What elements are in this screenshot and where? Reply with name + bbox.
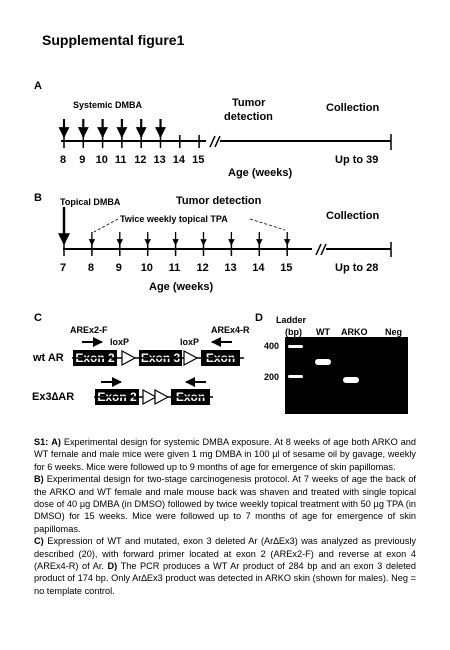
tpa-label: Twice weekly topical TPA xyxy=(120,214,228,224)
ladder-unit-label: (bp) xyxy=(285,327,302,337)
panel-a-end-tick: Up to 39 xyxy=(335,154,379,166)
panel-a-tick-label-9: 9 xyxy=(79,154,86,166)
panel-b-tick-label-13: 13 xyxy=(224,262,237,274)
ex3-ar-label: Ex3∆AR xyxy=(32,391,75,403)
ladder-label: Ladder xyxy=(276,315,307,325)
caption-c-letter: C) xyxy=(34,536,44,547)
panel-b-tick-label-7: 7 xyxy=(60,262,67,274)
break-mark-a-2 xyxy=(215,136,220,147)
loxp-triangle-4 xyxy=(155,390,168,404)
tumor-label-line1: Tumor xyxy=(232,97,266,109)
collection-label-a: Collection xyxy=(326,102,380,114)
wt-exon2: Exon 2 xyxy=(73,350,117,366)
panel-a-dmba-arrows xyxy=(64,119,161,137)
marker-400-label: 400 xyxy=(264,341,280,351)
marker-200-label: 200 xyxy=(264,372,280,382)
panel-c-schematic xyxy=(72,342,244,404)
panel-b-tick-label-12: 12 xyxy=(196,262,209,274)
systemic-dmba-label: Systemic DMBA xyxy=(73,100,143,110)
panel-b-end-tick: Up to 28 xyxy=(335,262,379,274)
topical-dmba-label: Topical DMBA xyxy=(60,197,121,207)
panel-b-tpa-arrows xyxy=(92,232,287,245)
caption-a-text: Experimental design for systemic DMBA exposure. At 8 weeks of age both ARKO and WT female and male mice were given 1 mg DMBA in 100 µl of sesame oil by gavage, weekly for 6 weeks. Mice were followed up to 9 months of age for emergence of skin papillomas. xyxy=(34,437,416,472)
panel-b-tick-label-10: 10 xyxy=(140,262,153,274)
panel-b-tick-label-9: 9 xyxy=(115,262,122,274)
caption-b-letter: B) xyxy=(34,474,44,485)
loxp-triangle-3 xyxy=(143,390,156,404)
panel-d-letter: D xyxy=(255,312,263,324)
panel-b-tick-label-14: 14 xyxy=(252,262,265,274)
panel-b-letter: B xyxy=(34,192,42,204)
wt-exon3: Exon 3 xyxy=(140,351,181,365)
wt-exon4: Exon 4 xyxy=(201,350,240,366)
collection-label-b: Collection xyxy=(326,210,380,222)
panel-a-timeline xyxy=(61,136,391,147)
panel-b-timeline xyxy=(63,207,391,257)
loxp-triangle-2 xyxy=(184,351,197,365)
lane-neg-label: Neg xyxy=(385,327,403,337)
panel-b-axis-label: Age (weeks) xyxy=(149,281,214,293)
caption-d-letter: D) xyxy=(107,561,118,572)
panel-b-tick-label-8: 8 xyxy=(87,262,95,274)
break-mark-b-2 xyxy=(321,244,326,255)
panel-a-tick-label-10: 10 xyxy=(95,154,108,166)
primer-f-label: AREx2-F xyxy=(70,325,108,335)
caption-a-letter: A) xyxy=(51,437,61,447)
tpa-dashed-left xyxy=(94,219,118,232)
caption-c-text: Expression of WT and mutated, exon 3 deleted Ar (Ar∆Ex3) was analyzed as previously described (20), with forward primer located at exon 2 (AREx2-F) and reverse at exon 4 (AREx4-R) of Ar. xyxy=(34,536,416,572)
panel-a-tick-label-15: 15 xyxy=(192,154,205,166)
panel-a-tick-label-12: 12 xyxy=(134,154,147,166)
ex3-exon2: Exon 2 xyxy=(95,389,139,405)
tumor-label-line2: detection xyxy=(224,111,273,123)
loxp-triangle-1 xyxy=(122,351,135,365)
panel-a-letter: A xyxy=(34,80,42,92)
panel-a-tick-label-14: 14 xyxy=(172,154,186,166)
loxp-label-1: loxP xyxy=(110,337,130,347)
tpa-dashed-right xyxy=(250,219,285,230)
figure-caption xyxy=(34,436,416,597)
lane-wt-label: WT xyxy=(316,327,330,337)
tumor-detection-label-b: Tumor detection xyxy=(176,195,262,207)
panel-c-letter: C xyxy=(34,312,42,324)
panel-a-tick-label-11: 11 xyxy=(114,154,127,166)
caption-s1: S1: xyxy=(34,437,49,447)
primer-r-label: AREx4-R xyxy=(211,325,250,335)
panel-b-tick-label-11: 11 xyxy=(168,262,181,274)
panel-a-tick-label-13: 13 xyxy=(153,154,166,166)
loxp-label-2: loxP xyxy=(180,337,200,347)
panel-b-tick-label-15: 15 xyxy=(280,262,293,274)
lane-arko-label: ARKO xyxy=(341,327,368,337)
figure-title: Supplemental figure1 xyxy=(42,32,185,48)
caption-d-text: The PCR produces a WT Ar product of 284 bp and an exon 3 deleted product of 174 bp. Only Ar∆Ex3 product was detected in ARKO skin (shown for males). Neg = no template control. xyxy=(34,561,416,596)
break-mark-a-1 xyxy=(210,136,215,147)
wt-ar-label: wt AR xyxy=(33,352,64,364)
ex3-exon4: Exon 4 xyxy=(171,389,210,405)
break-mark-b-1 xyxy=(316,244,321,255)
panel-a-tick-label-8: 8 xyxy=(60,154,67,166)
caption-b-text: Experimental design for two-stage carcinogenesis protocol. At 7 weeks of age the back of the ARKO and WT female and male mouse back was shaven and treated with single topical dose of 40 µg DMBA (in DMSO) followed by twice weekly topical treatment with 50 µg TPA (in DMSO) for 15 weeks. Mice were followed up to 7 months of age for emergence of skin papillomas. xyxy=(34,474,416,534)
panel-a-axis-label: Age (weeks) xyxy=(228,167,293,179)
